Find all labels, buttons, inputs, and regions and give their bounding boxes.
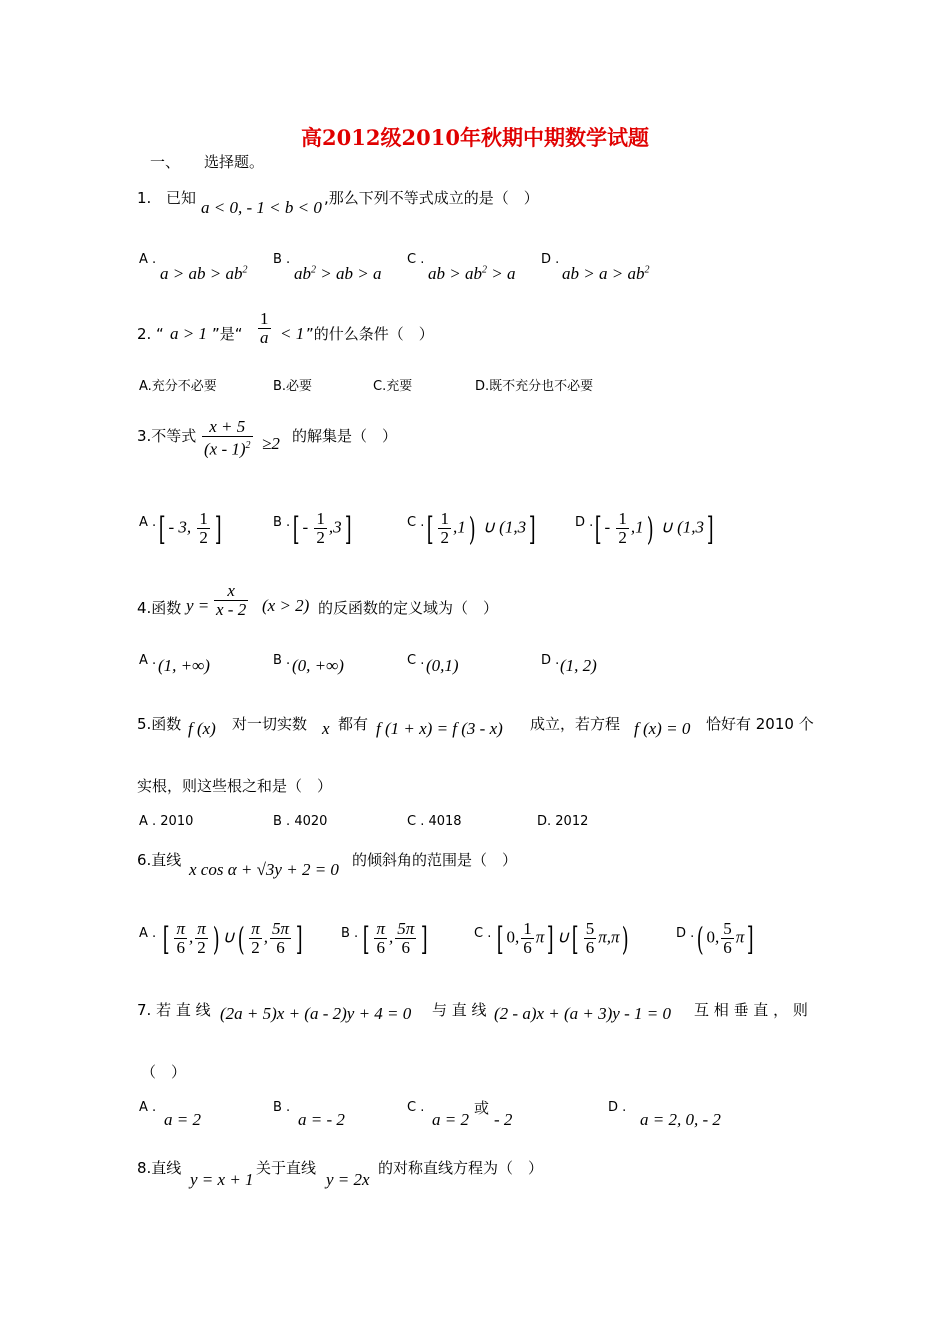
q5-text-3: 成立，若方程 <box>530 715 621 733</box>
q5-lead: 5.函数 <box>137 715 182 733</box>
q1-option-c-label: C . <box>407 252 425 267</box>
q5-option-c: C . 4018 <box>407 814 462 829</box>
q8-line-2: y = 2x <box>326 1170 370 1189</box>
q1-option-a-label: A . <box>139 252 157 267</box>
q5-option-a: A . 2010 <box>139 814 194 829</box>
q7-option-c-label: C . <box>407 1100 425 1115</box>
q5-fx0: f (x) = 0 <box>634 719 691 738</box>
q8-lead: 8.直线 <box>137 1159 182 1177</box>
q4-option-b: (0, +∞) <box>292 656 344 675</box>
q3-fraction: $\frac{x + 5}{(x - 1)^2}$ <box>204 417 251 459</box>
q6-tail: 的倾斜角的范围是（ ） <box>352 851 518 869</box>
q2-number: 2. <box>137 325 152 343</box>
q6-option-c: [ 0, $\frac{1}{6}$ π] ∪[ $\frac{5}{6}$ π,π) <box>496 919 630 958</box>
q6-option-b-label: B . <box>341 926 359 941</box>
q4-option-d-label: D . <box>541 653 560 668</box>
q1-tail: ,那么下列不等式成立的是（ ） <box>324 189 539 207</box>
q7-tail: 互 相 垂 直 ， 则 <box>694 1001 808 1019</box>
q2-expr-1: a > 1 <box>170 324 207 343</box>
q7-option-a-label: A . <box>139 1100 157 1115</box>
q3-option-a-label: A . <box>139 515 157 530</box>
q7-paren: （ ） <box>141 1063 187 1081</box>
q1-lead: 已知 <box>166 189 197 207</box>
q4-option-b-label: B . <box>273 653 291 668</box>
q4-option-c: (0,1) <box>426 656 459 675</box>
q6-expression: x cos α + √3y + 2 = 0 <box>189 860 339 879</box>
q7-mid: 与 直 线 <box>432 1001 487 1019</box>
q3-option-a: [ - 3, $\frac{1}{2}$ ] <box>158 509 222 548</box>
q5-option-b: B . 4020 <box>273 814 328 829</box>
q6-option-a-label: A . <box>139 926 157 941</box>
q4-condition: (x > 2) <box>262 596 310 615</box>
q7-line-2: (2 - a)x + (a + 3)y - 1 = 0 <box>494 1004 671 1023</box>
q4-y: y = <box>186 596 210 615</box>
q2-expr-2: < 1 <box>280 324 305 343</box>
q1-option-b: $ab^2$ > ab > a <box>294 264 382 283</box>
q5-text-4: 恰好有 2010 个 <box>706 715 814 733</box>
q2-option-d: D.既不充分也不必要 <box>475 379 594 394</box>
q4-option-a: (1, +∞) <box>158 656 210 675</box>
q4-fraction <box>212 582 250 619</box>
q8-tail: 的对称直线方程为（ ） <box>378 1159 544 1177</box>
q7-option-a: a = 2 <box>164 1110 201 1129</box>
q3-tail: 的解集是（ ） <box>292 427 398 445</box>
q6-option-d: ( 0, $\frac{5}{6}$ π] <box>696 919 754 958</box>
q4-option-a-label: A . <box>139 653 157 668</box>
q7-line-1: (2a + 5)x + (a - 2)y + 4 = 0 <box>220 1004 412 1023</box>
q2-quote-1: “ <box>156 325 164 343</box>
q3-option-d-label: D . <box>575 515 594 530</box>
q2-quote-3: ”的什么条件（ ） <box>306 325 434 343</box>
q4-numerator: x <box>214 582 248 601</box>
q4-denominator: x - 2 <box>216 600 247 619</box>
q6-lead: 6.直线 <box>137 851 182 869</box>
q4-option-d: (1, 2) <box>560 656 597 675</box>
q1-option-a: a > ab > $ab^2$ <box>160 264 248 283</box>
q7-lead: 7. 若 直 线 <box>137 1001 211 1019</box>
q3-option-c: [ $\frac{1}{2}$ ,1) ∪ (1,3] <box>426 509 536 548</box>
q6-option-b: [ $\frac{\pi}{6}$ , $\frac{5\pi}{6}$ ] <box>362 919 428 958</box>
q3-option-b: [ - $\frac{1}{2}$ ,3] <box>292 509 352 548</box>
q8-line-1: y = x + 1 <box>190 1170 254 1189</box>
q6-option-c-label: C . <box>474 926 492 941</box>
q5-equation: f (1 + x) = f (3 - x) <box>376 719 503 738</box>
page-title: 高2012级2010年秋期中期数学试题 <box>301 125 649 150</box>
q7-option-b: a = - 2 <box>298 1110 345 1129</box>
q6-option-d-label: D . <box>676 926 695 941</box>
section-number: 一、 <box>150 153 181 171</box>
q6-option-a: [ $\frac{\pi}{6}$ , $\frac{\pi}{2}$ ) ∪( $\frac{\pi}{2}$ , $\frac{5\pi}{6}$ ] <box>162 919 303 958</box>
q1-option-d-label: D . <box>541 252 560 267</box>
q4-option-c-label: C . <box>407 653 425 668</box>
q5-line-2: 实根，则这些根之和是（ ） <box>137 777 333 795</box>
q5-option-d: D. 2012 <box>537 814 589 829</box>
q1-option-c: ab > $ab^2 > a$ <box>428 264 516 283</box>
q1-number: 1. <box>137 189 152 207</box>
q3-lead: 3.不等式 <box>137 427 197 445</box>
q3-option-d: [ - $\frac{1}{2}$ ,1) ∪ (1,3] <box>594 509 714 548</box>
q3-numerator: x + 5 <box>202 418 253 437</box>
q5-text-1: 对一切实数 <box>232 715 308 733</box>
q3-option-b-label: B . <box>273 515 291 530</box>
q2-quote-2: ”是“ <box>212 325 243 343</box>
section-label: 选择题。 <box>204 153 265 171</box>
q5-text-2: 都有 <box>338 715 369 733</box>
q4-lead: 4.函数 <box>137 599 182 617</box>
q3-geq: ≥2 <box>262 434 280 453</box>
q4-tail: 的反函数的定义域为（ ） <box>318 599 499 617</box>
q7-option-d: a = 2, 0, - 2 <box>640 1110 721 1129</box>
q2-option-a: A.充分不必要 <box>139 379 217 394</box>
q7-option-b-label: B . <box>273 1100 291 1115</box>
q1-option-b-label: B . <box>273 252 291 267</box>
q7-option-c-or: 或 <box>474 1099 490 1117</box>
q5-x: x <box>322 719 330 738</box>
q8-mid: 关于直线 <box>256 1159 317 1177</box>
q7-option-d-label: D . <box>608 1100 627 1115</box>
q3-option-c-label: C . <box>407 515 425 530</box>
q7-option-c-value: a = 2 <box>432 1110 469 1129</box>
q2-option-c: C.充要 <box>373 379 413 394</box>
q2-fraction: $\frac{1}{a}$ <box>260 309 269 347</box>
q7-option-c-value-2: - 2 <box>494 1110 513 1129</box>
q1-option-d: ab > $a > ab^2$ <box>562 264 650 283</box>
q1-condition: a < 0, - 1 < b < 0 <box>201 198 322 217</box>
q2-option-b: B.必要 <box>273 379 313 394</box>
q5-fx: f (x) <box>188 719 216 738</box>
